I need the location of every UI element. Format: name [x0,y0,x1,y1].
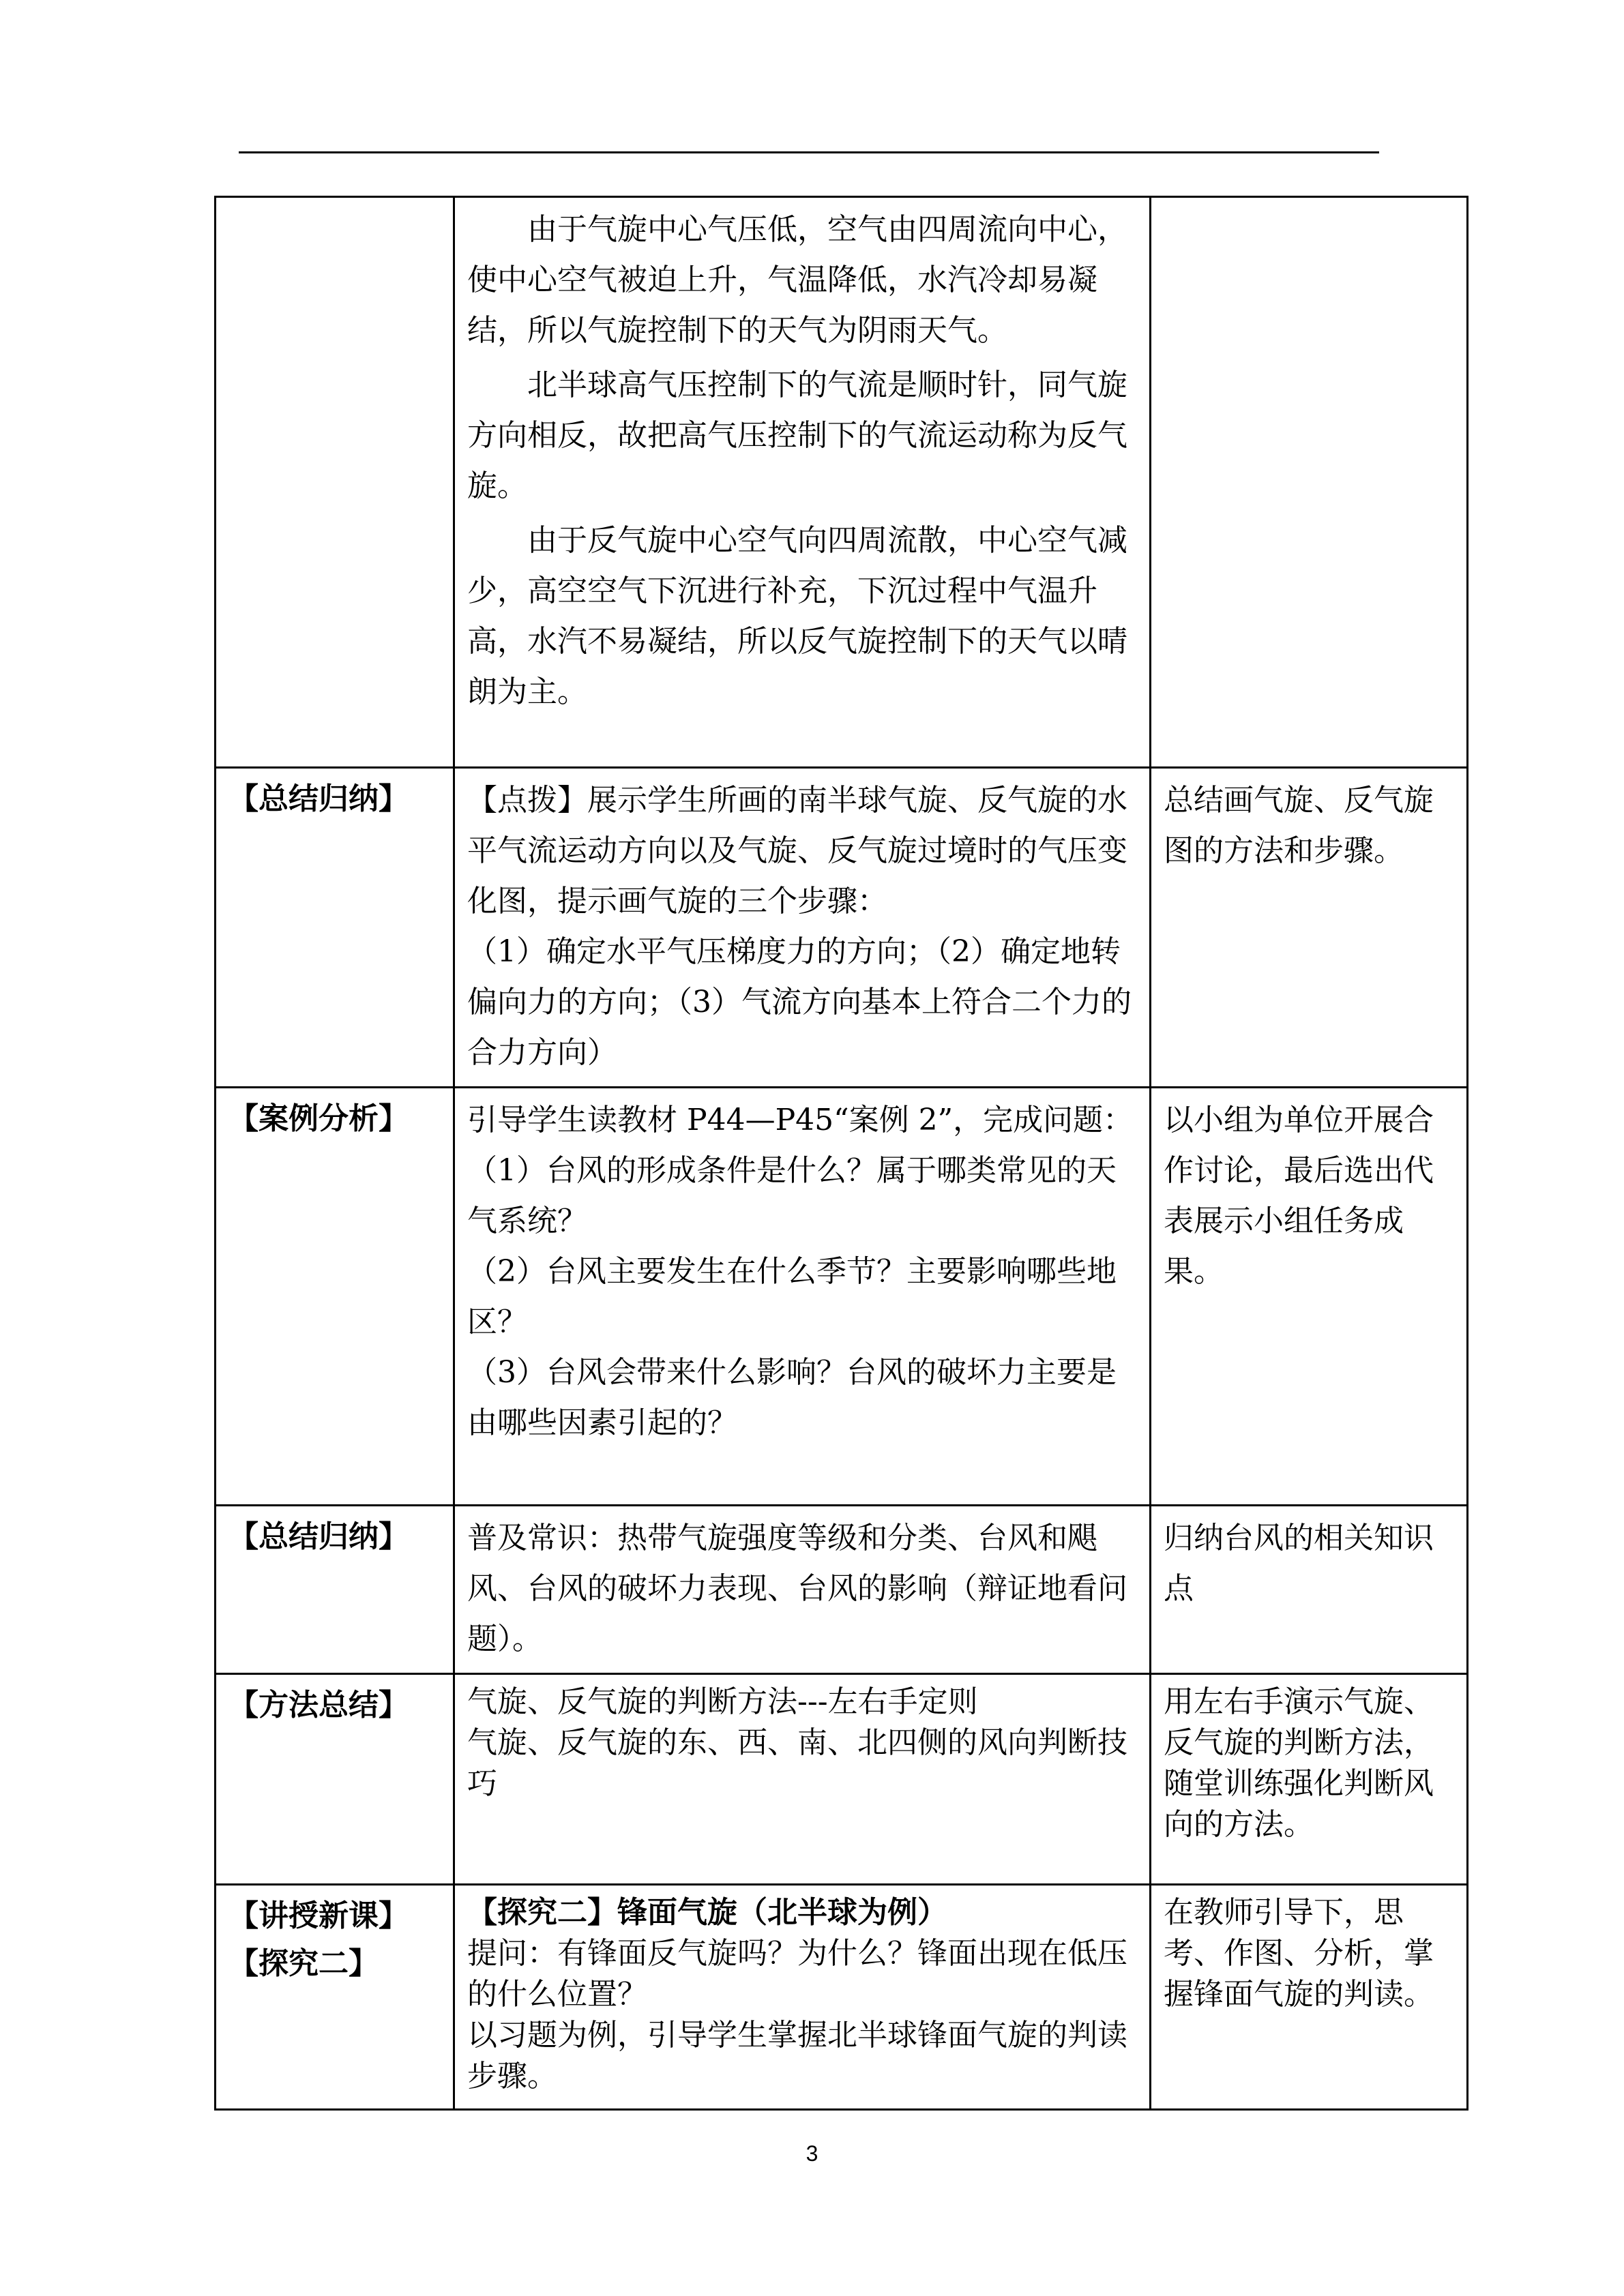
content-line: 以习题为例，引导学生掌握北半球锋面气旋的判读步骤。 [467,2018,1127,2093]
lesson-plan-table [214,196,1468,2111]
stage-cell [216,1885,454,2110]
stage-cell [216,1674,454,1885]
content-line: （2）台风主要发生在什么季节？主要影响哪些地区？ [467,1254,1117,1339]
stage-cell [216,1088,454,1506]
activity-cell [1151,768,1468,1088]
stage-label: 【总结归纳】 [228,781,409,816]
stage-cell [216,1506,454,1674]
content-paragraph: 由于反气旋中心空气向四周流散，中心空气减少，高空空气下沉进行补充，下沉过程中气温升高，水汽不易凝结，所以反气旋控制下的天气以晴朗为主。 [467,523,1127,709]
content-paragraph: 由于气旋中心气压低，空气由四周流向中心，使中心空气被迫上升，气温降低，水汽冷却易凝结，所以气旋控制下的天气为阴雨天气。 [467,212,1127,348]
table-row [216,1088,1468,1506]
stage-cell [216,197,454,768]
content-line: 【点拨】展示学生所画的南半球气旋、反气旋的水平气流运动方向以及气旋、反气旋过境时的气压变化图，提示画气旋的三个步骤： [467,783,1127,919]
table-row [216,1506,1468,1674]
activity-cell [1151,1674,1468,1885]
activity-text: 在教师引导下，思考、作图、分析，掌握锋面气旋的判读。 [1164,1895,1434,2012]
table-row [216,1674,1468,1885]
activity-text: 总结画气旋、反气旋图的方法和步骤。 [1164,783,1434,868]
stage-label: 【案例分析】 [228,1101,409,1136]
stage-cell [216,768,454,1088]
page-number: 3 [806,2141,818,2166]
table-row [216,1885,1468,2110]
content-cell [454,768,1151,1088]
activity-text: 归纳台风的相关知识点 [1164,1521,1434,1606]
stage-label: 【讲授新课】 [228,1898,409,1933]
activity-text: 用左右手演示气旋、反气旋的判断方法，随堂训练强化判断风向的方法。 [1164,1684,1434,1842]
activity-cell [1151,1506,1468,1674]
activity-cell [1151,1885,1468,2110]
content-cell [454,1506,1151,1674]
content-line: （1）台风的形成条件是什么？属于哪类常见的天气系统？ [467,1153,1117,1238]
stage-label: 【探究二】 [228,1946,379,1981]
content-line: 提问：有锋面反气旋吗？为什么？锋面出现在低压的什么位置？ [467,1936,1127,2012]
table-row [216,197,1468,768]
header-rule [239,151,1379,153]
content-line: （1）确定水平气压梯度力的方向；（2）确定地转偏向力的方向；（3）气流方向基本上符合二个力的合力方向） [467,934,1132,1070]
stage-label: 【总结归纳】 [228,1519,409,1554]
table-row [216,768,1468,1088]
activity-cell [1151,197,1468,768]
content-paragraph: 北半球高气压控制下的气流是顺时针，同气旋方向相反，故把高气压控制下的气流运动称为反气旋。 [467,368,1127,503]
content-heading: 【探究二】锋面气旋（北半球为例） [467,1895,947,1930]
content-line: 引导学生读教材 P44—P45“案例 2”，完成问题： [467,1103,1134,1137]
content-cell [454,1088,1151,1506]
content-cell [454,197,1151,768]
content-cell [454,1885,1151,2110]
activity-cell [1151,1088,1468,1506]
content-line: 气旋、反气旋的东、西、南、北四侧的风向判断技巧 [467,1725,1127,1801]
content-line: 气旋、反气旋的判断方法---左右手定则 [467,1684,978,1719]
content-line: 普及常识：热带气旋强度等级和分类、台风和飓风、台风的破坏力表现、台风的影响（辩证地看问题）。 [467,1521,1127,1656]
activity-text: 以小组为单位开展合作讨论，最后选出代表展示小组任务成果。 [1164,1103,1434,1289]
stage-label: 【方法总结】 [228,1688,409,1723]
content-cell [454,1674,1151,1885]
content-line: （3）台风会带来什么影响？台风的破坏力主要是由哪些因素引起的？ [467,1355,1117,1440]
